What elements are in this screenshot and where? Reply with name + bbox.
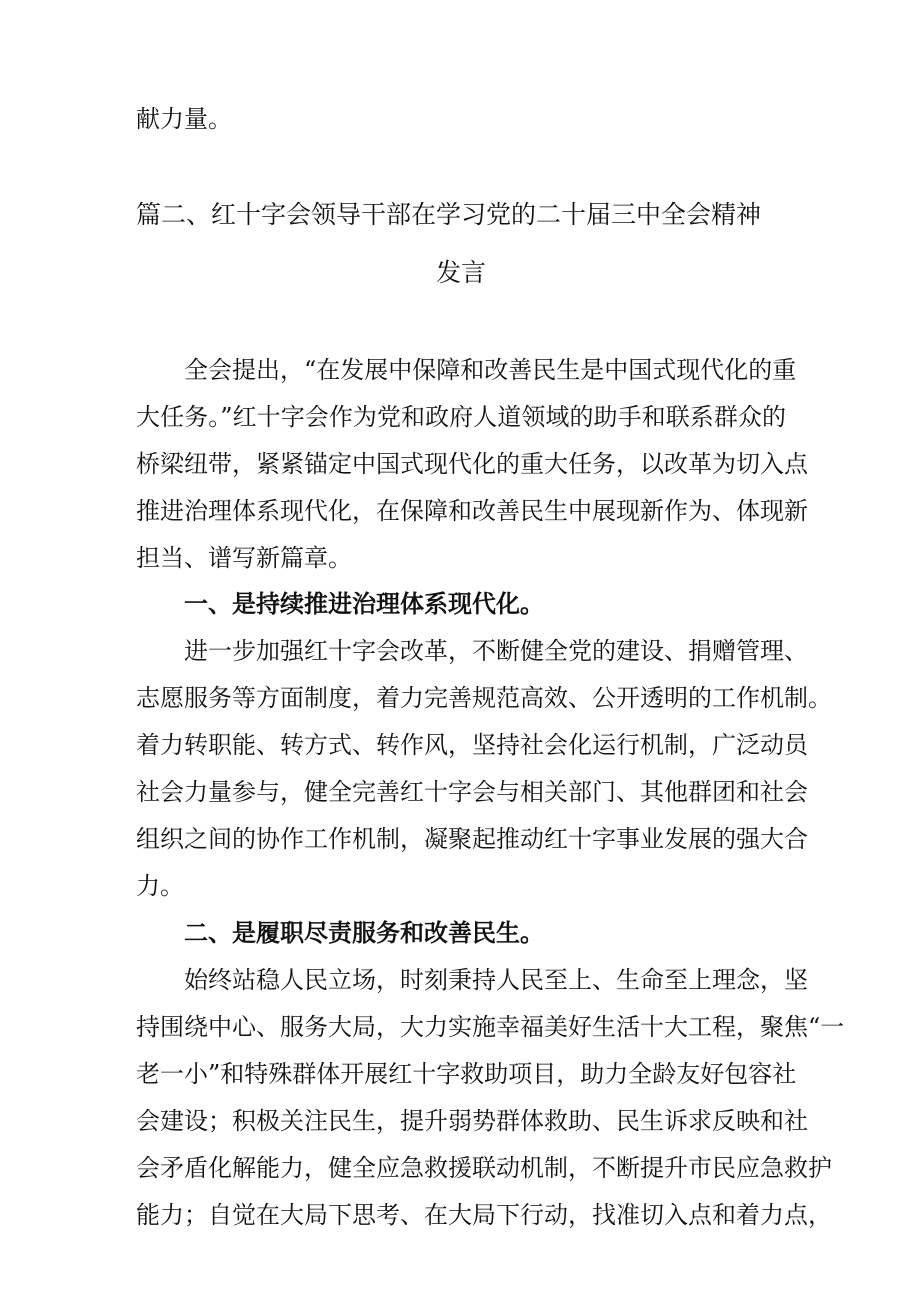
- paragraph-line: 全会提出，“在发展中保障和改善民生是中国式现代化的重: [184, 356, 797, 384]
- paragraph-line: 推进治理体系现代化，在保障和改善民生中展现新作为、体现新: [136, 497, 808, 525]
- paragraph-line: 始终站稳人民立场，时刻秉持人民至上、生命至上理念，坚: [184, 966, 808, 994]
- paragraph-line: 持围绕中心、服务大局，大力实施幸福美好生活十大工程，聚焦“一: [136, 1013, 845, 1041]
- paragraph-line: 会建设；积极关注民生，提升弱势群体救助、民生诉求反映和社: [136, 1107, 808, 1135]
- paragraph-line: 社会力量参与，健全完善红十字会与相关部门、其他群团和社会: [136, 778, 808, 806]
- section-heading-2: 二、是履职尽责服务和改善民生。: [184, 919, 544, 947]
- paragraph-line: 志愿服务等方面制度，着力完善规范高效、公开透明的工作机制。: [136, 684, 832, 712]
- paragraph-line: 担当、谱写新篇章。: [136, 544, 352, 572]
- paragraph-line: 桥梁纽带，紧紧锚定中国式现代化的重大任务，以改革为切入点: [136, 450, 808, 478]
- paragraph-line: 着力转职能、转方式、转作风，坚持社会化运行机制，广泛动员: [136, 731, 808, 759]
- paragraph-line: 能力；自觉在大局下思考、在大局下行动，找准切入点和着力点，: [136, 1201, 832, 1229]
- paragraph-line: 进一步加强红十字会改革，不断健全党的建设、捐赠管理、: [184, 637, 808, 665]
- section-heading-1: 一、是持续推进治理体系现代化。: [184, 590, 544, 618]
- paragraph-line: 大任务。”红十字会作为党和政府人道领域的助手和联系群众的: [136, 403, 786, 431]
- paragraph-line: 组织之间的协作工作机制，凝聚起推动红十字事业发展的强大合: [136, 825, 808, 853]
- article-title-suffix: 发言: [436, 258, 487, 287]
- paragraph-line: 会矛盾化解能力，健全应急救援联动机制，不断提升市民应急救护: [136, 1154, 832, 1182]
- article-title: 篇二、红十字会领导干部在学习党的二十届三中全会精神: [136, 200, 762, 229]
- continuation-text: 献力量。: [136, 105, 232, 133]
- paragraph-line: 老一小”和特殊群体开展红十字救助项目，助力全龄友好包容社: [136, 1060, 797, 1088]
- paragraph-line: 力。: [136, 872, 184, 900]
